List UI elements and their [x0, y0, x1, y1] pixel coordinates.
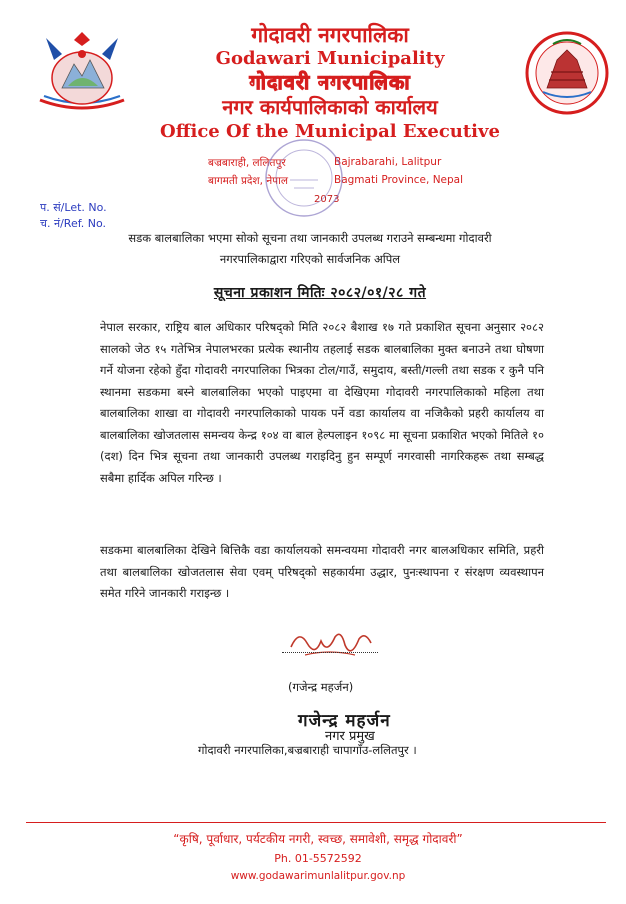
office-stamp-icon — [262, 136, 346, 220]
reference-number-label: च. नं/Ref. No. — [40, 217, 107, 230]
office-name-english: Office Of the Municipal Executive — [160, 121, 500, 142]
signatory-title: नगर प्रमुख — [325, 729, 375, 744]
letter-number-label: प. सं/Let. No. — [40, 201, 107, 214]
footer-motto: “कृषि, पूर्वाधार, पर्यटकीय नगरी, स्वच्छ, समावेशी, समृद्ध गोदावरी” — [173, 832, 463, 846]
signatory-name: (गजेन्द्र महर्जन) — [288, 680, 354, 694]
handwritten-signature — [285, 625, 375, 665]
letter-subject — [100, 228, 520, 270]
body-paragraph-2: सडकमा बालबालिका देखिने बित्तिकै वडा कार्यालयको समन्वयमा गोदावरी नगर बालअधिकार समिति, प्रहरी तथा बालबालिका खोजतलास सेवा एवम् परिषद्को सहकार्यमा उद्धार, पुनःस्थापना र संरक्षण व्यवस्थापन समेत गरिने जानकारी गराइन्छ । — [100, 543, 544, 600]
footer-website: www.godawarimunlalitpur.gov.np — [230, 870, 406, 882]
nepal-emblem-icon — [32, 30, 132, 116]
address-nepali: बज्रबाराही, ललितपुर — [208, 157, 286, 169]
signature-line — [282, 652, 378, 653]
address-english: Bajrabarahi, Lalitpur — [334, 156, 442, 168]
subject-line-1: सडक बालबालिका भएमा सोको सूचना तथा जानकारी उपलब्ध गराउने सम्बन्धमा गोदावरी — [128, 231, 492, 245]
province-english: Bagmati Province, Nepal — [334, 174, 464, 186]
footer-phone: Ph. 01-5572592 — [274, 852, 362, 865]
province-nepali: बागमती प्रदेश, नेपाल — [208, 175, 288, 187]
subject-line-2: नगरपालिकाद्वारा गरिएको सार्वजनिक अपिल — [219, 252, 401, 266]
office-name-nepali: नगर कार्यपालिकाको कार्यालय — [222, 95, 438, 119]
municipality-name-stylized: गोदावरी नगरपालिका — [249, 70, 411, 94]
municipality-name-english: Godawari Municipality — [215, 48, 445, 69]
letterhead — [150, 22, 510, 144]
notice-date-heading: सूचना प्रकाशन मितिः २०८२/०१/२८ गते — [213, 285, 427, 301]
municipality-name-nepali: गोदावरी नगरपालिका — [251, 23, 409, 47]
signatory-stamp-name: गजेन्द्र महर्जन — [298, 711, 391, 731]
established-year: 2073 — [314, 194, 340, 205]
footer-divider — [26, 822, 606, 823]
body-paragraph-1: नेपाल सरकार, राष्ट्रिय बाल अधिकार परिषद्को मिति २०८२ बैशाख १७ गते प्रकाशित सूचना अनुसार २०८२ सालको जेठ १५ गतेभित्र नेपालभरका प्रत्येक स्थानीय तहलाई सडक बालबालिका मुक्त बनाउने तथा घोषणा गर्ने योजना रहेको हुँदा गोदावरी नगरपालिका भित्रका टोल/गाउँ, समुदाय, बस्ती/गल्ली तथा सडक र कुनै पनि स्थानमा सडकमा बस्ने बालबालिका भएको पाइएमा वा देखिएमा गोदावरी नगरपालिकाको महिला तथा बालबालिका शाखा वा गोदावरी नगरपालिकाको पायक पर्ने वडा कार्यालय वा नजिकैको प्रहरी कार्यालय वा बालबालिका खोजतलास समन्वय केन्द्र १०४ वा बाल हेल्पलाइन १०९८ मा सूचना प्रकाशित भएको मितिले १० (दश) दिन भित्र सूचना तथा जानकारी उपलब्ध गराइदिनु हुन सम्पूर्ण नगरवासी नागरिकहरू तथा सम्बद्ध सबैमा हार्दिक अपिल गरिन्छ । — [100, 320, 544, 485]
municipal-seal-icon — [523, 30, 611, 116]
signatory-office: गोदावरी नगरपालिका,बज्रबाराही चापागाँउ-ललितपुर । — [198, 743, 417, 757]
